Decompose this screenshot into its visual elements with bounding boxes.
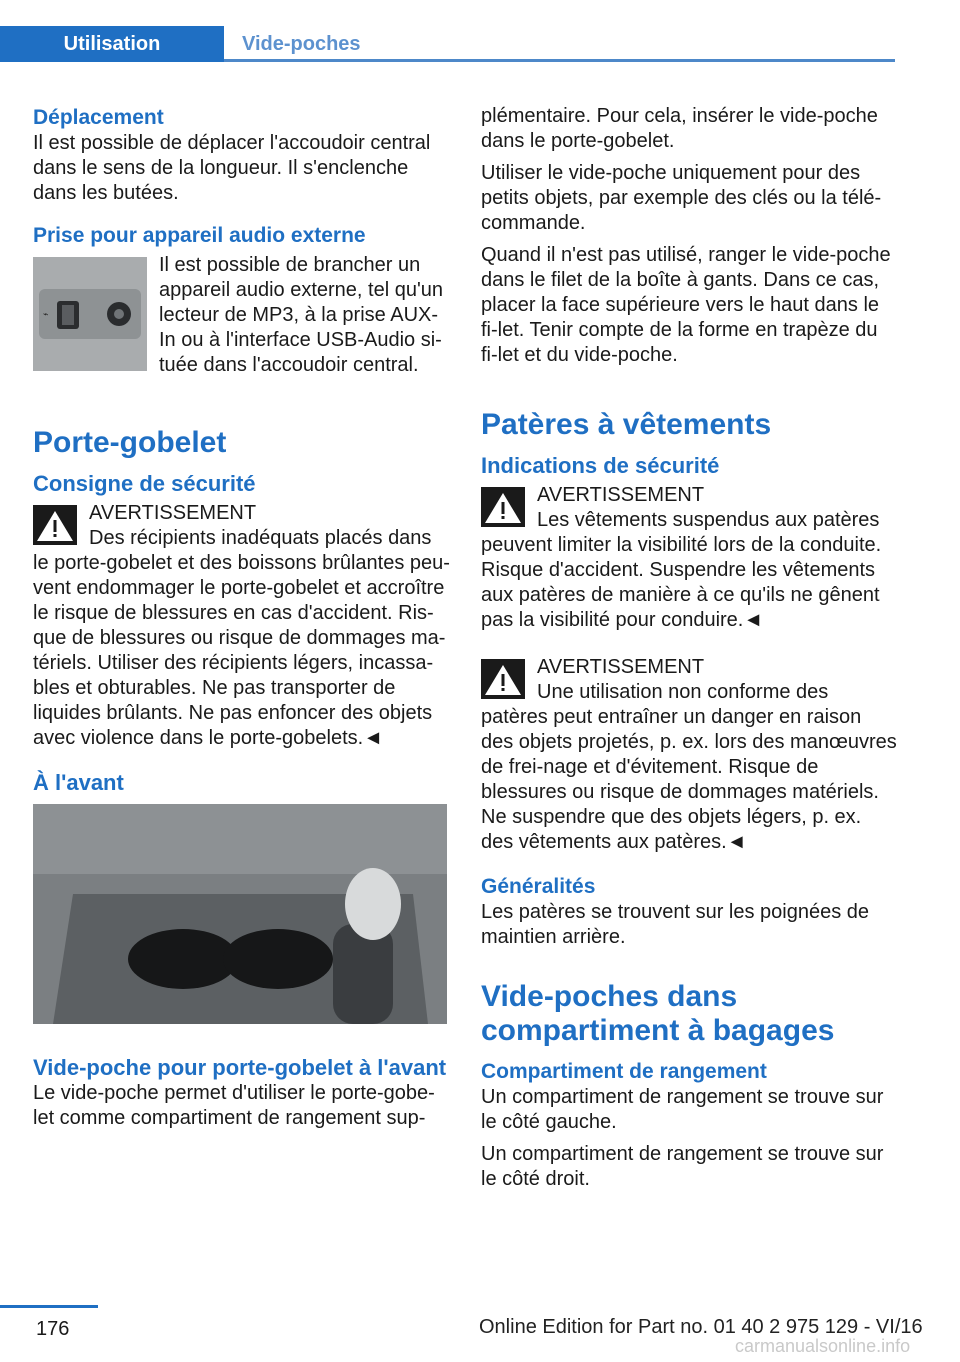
deplacement-heading: Déplacement (33, 106, 164, 129)
compartiment-text-2: Un compartiment de rangement se trouve sur le côté droit. (481, 1143, 884, 1190)
right-p1: plémentaire. Pour cela, insérer le vide-poche dans le porte-gobelet. (481, 105, 878, 152)
consigne-heading: Consigne de sécurité (33, 471, 256, 496)
usb-aux-illustration (33, 257, 147, 371)
warning-text-2: Une utilisation non conforme des patères peut entraîner un danger en raison des objets projetés, p. ex. lors des manœuvres de frei-nage et d'évitement. Risque de blessures ou risque de dommages matériels. Ne suspendre que des objets légers, p. ex. des vêtements aux patères.◄ (481, 681, 897, 853)
edition-text: Online Edition for Part no. 01 40 2 975 129 - VI/16 (479, 1316, 923, 1338)
warning-label-1: AVERTISSEMENT (537, 484, 705, 506)
prise-text: Il est possible de brancher un appareil audio externe, tel qu'un lecteur de MP3, à la prise AUX-In ou à l'interface USB-Audio si-tuée dans l'accoudoir central. (159, 254, 444, 376)
tab-utilisation[interactable]: Utilisation (0, 26, 224, 62)
compartiment-text-1: Un compartiment de rangement se trouve sur le côté gauche. (481, 1086, 884, 1133)
watermark: carmanualsonline.info (735, 1336, 911, 1356)
header-bar (0, 26, 895, 62)
compartiment-heading: Compartiment de rangement (481, 1060, 767, 1083)
vide-poches-heading: Vide-poches dans compartiment à bagages (481, 980, 835, 1047)
videpoche-heading: Vide-poche pour porte-gobelet à l'avant (33, 1055, 447, 1080)
warning-label-2: AVERTISSEMENT (537, 656, 705, 678)
pateres-heading: Patères à vêtements (481, 408, 772, 441)
right-p2: Utiliser le vide-poche uniquement pour des petits objets, par exemple des clés ou la télé-commande. (481, 162, 882, 234)
right-p3: Quand il n'est pas utilisé, ranger le vide-poche dans le filet de la boîte à gants. Dans ce cas, placer la face supérieure vers le haut dans le fi-let. Tenir compte de la forme en trapèze du fi-let et du vide-poche. (481, 244, 891, 366)
generalites-text: Les patères se trouvent sur les poignées de maintien arrière. (481, 901, 870, 948)
porte-gobelet-heading: Porte-gobelet (33, 426, 227, 459)
footer-divider (0, 1305, 98, 1308)
right-column (481, 100, 899, 1199)
avant-heading: À l'avant (33, 770, 124, 795)
page-number: 176 (36, 1318, 70, 1340)
cup-holder-illustration (33, 804, 447, 1024)
header-divider (224, 59, 895, 62)
prise-block (33, 253, 451, 378)
prise-heading: Prise pour appareil audio externe (33, 224, 366, 247)
warning-block-2 (481, 655, 899, 855)
cup-holder-image (33, 804, 447, 1024)
warning-text: Des récipients inadéquats placés dans le porte-gobelet et des boissons brûlantes peu-vent endommager le porte-gobelet et accroître le risque de blessures en cas d'accident. Ris-que de blessures ou risque de dommages ma-tériels. Utiliser des récipients légers, incassa-bles et obturables. Ne pas transporter de liquides brûlants. Ne pas enfoncer des objets avec violence dans le porte-gobelets.◄ (33, 527, 450, 749)
warning-block-1 (481, 483, 899, 633)
warning-block (33, 501, 451, 751)
videpoche-text: Le vide-poche permet d'utiliser le porte-gobe-let comme compartiment de rangement sup- (33, 1082, 435, 1129)
generalites-heading: Généralités (481, 875, 596, 898)
tab-vide-poches[interactable]: Vide-poches (242, 32, 361, 55)
left-column (33, 100, 451, 1138)
indications-heading: Indications de sécurité (481, 453, 720, 478)
warning-icon (33, 505, 77, 545)
warning-text-1: Les vêtements suspendus aux patères peuvent limiter la visibilité lors de la conduite. Risque d'accident. Suspendre les vêtements aux patères de manière à ce qu'ils ne gênent pas la visibilité pour conduire.◄ (481, 509, 882, 631)
warning-icon (481, 659, 525, 699)
deplacement-text: Il est possible de déplacer l'accoudoir central dans le sens de la longueur. Il s'enclenche dans les butées. (33, 132, 431, 204)
svg-text:⌁: ⌁ (43, 310, 49, 320)
warning-label: AVERTISSEMENT (89, 502, 257, 524)
warning-icon (481, 487, 525, 527)
audio-port-image (33, 257, 147, 371)
